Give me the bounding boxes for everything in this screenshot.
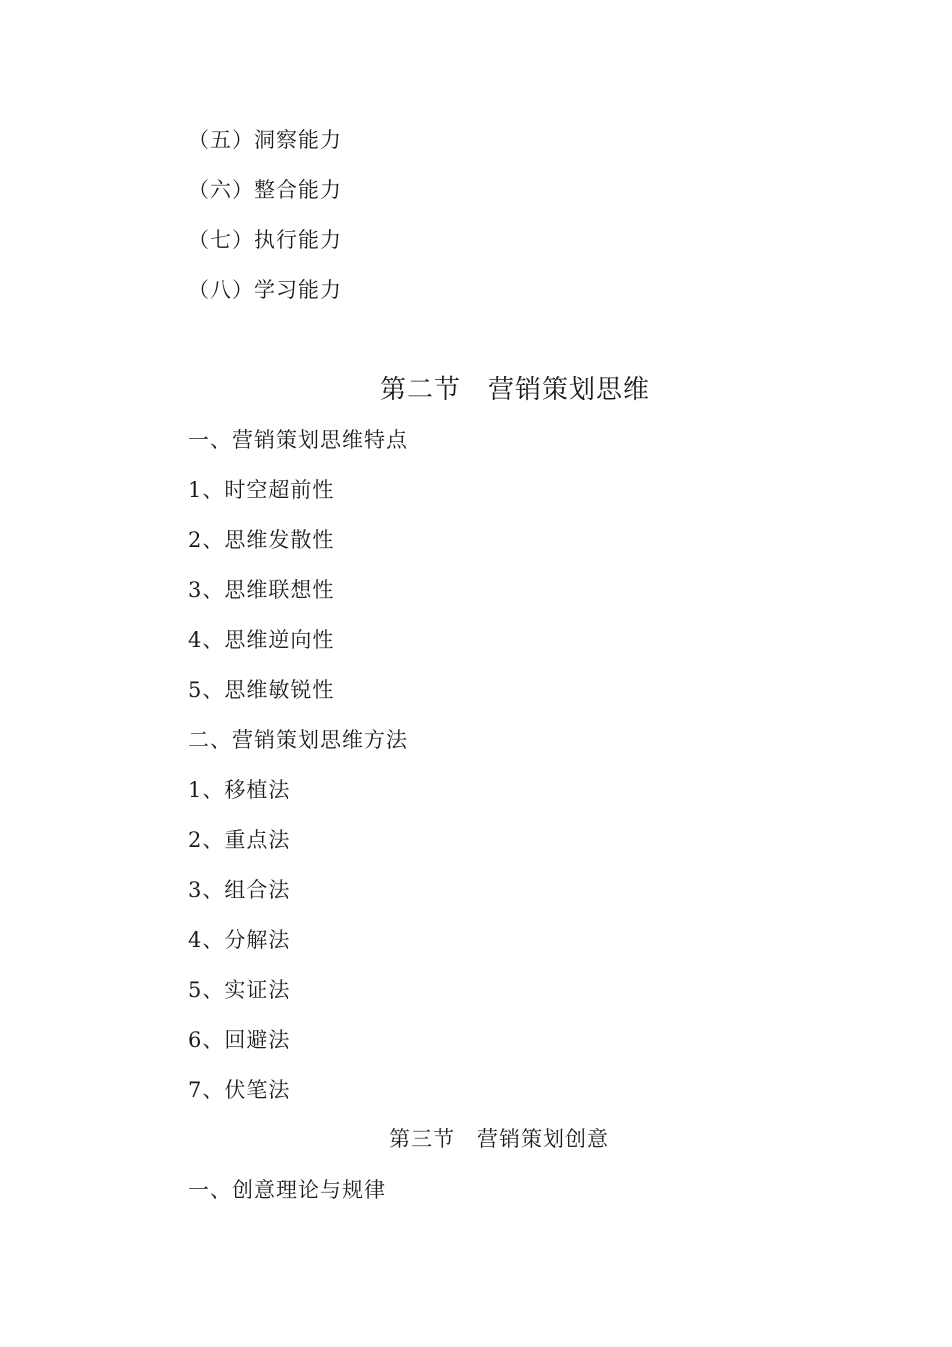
thinking-method-item: 7、伏笔法 <box>188 1078 291 1102</box>
thinking-feature-item: 2、思维发散性 <box>188 528 335 552</box>
thinking-feature-item: 1、时空超前性 <box>188 478 335 502</box>
thinking-method-item: 6、回避法 <box>188 1028 291 1052</box>
thinking-feature-item: 4、思维逆向性 <box>188 628 335 652</box>
thinking-method-item: 2、重点法 <box>188 828 291 852</box>
thinking-method-item: 1、移植法 <box>188 778 291 802</box>
creativity-theory-heading: 一、创意理论与规律 <box>188 1178 386 1202</box>
thinking-features-heading: 一、营销策划思维特点 <box>188 428 408 452</box>
thinking-feature-item: 5、思维敏锐性 <box>188 678 335 702</box>
ability-item-five: （五）洞察能力 <box>188 128 342 152</box>
thinking-methods-heading: 二、营销策划思维方法 <box>188 728 408 752</box>
ability-item-seven: （七）执行能力 <box>188 228 342 252</box>
thinking-method-item: 5、实证法 <box>188 978 291 1002</box>
thinking-method-item: 3、组合法 <box>188 878 291 902</box>
section-three-title: 第三节 营销策划创意 <box>389 1127 609 1151</box>
section-two-title: 第二节 营销策划思维 <box>379 375 650 405</box>
thinking-feature-item: 3、思维联想性 <box>188 578 335 602</box>
ability-item-six: （六）整合能力 <box>188 178 342 202</box>
ability-item-eight: （八）学习能力 <box>188 278 342 302</box>
thinking-method-item: 4、分解法 <box>188 928 291 952</box>
